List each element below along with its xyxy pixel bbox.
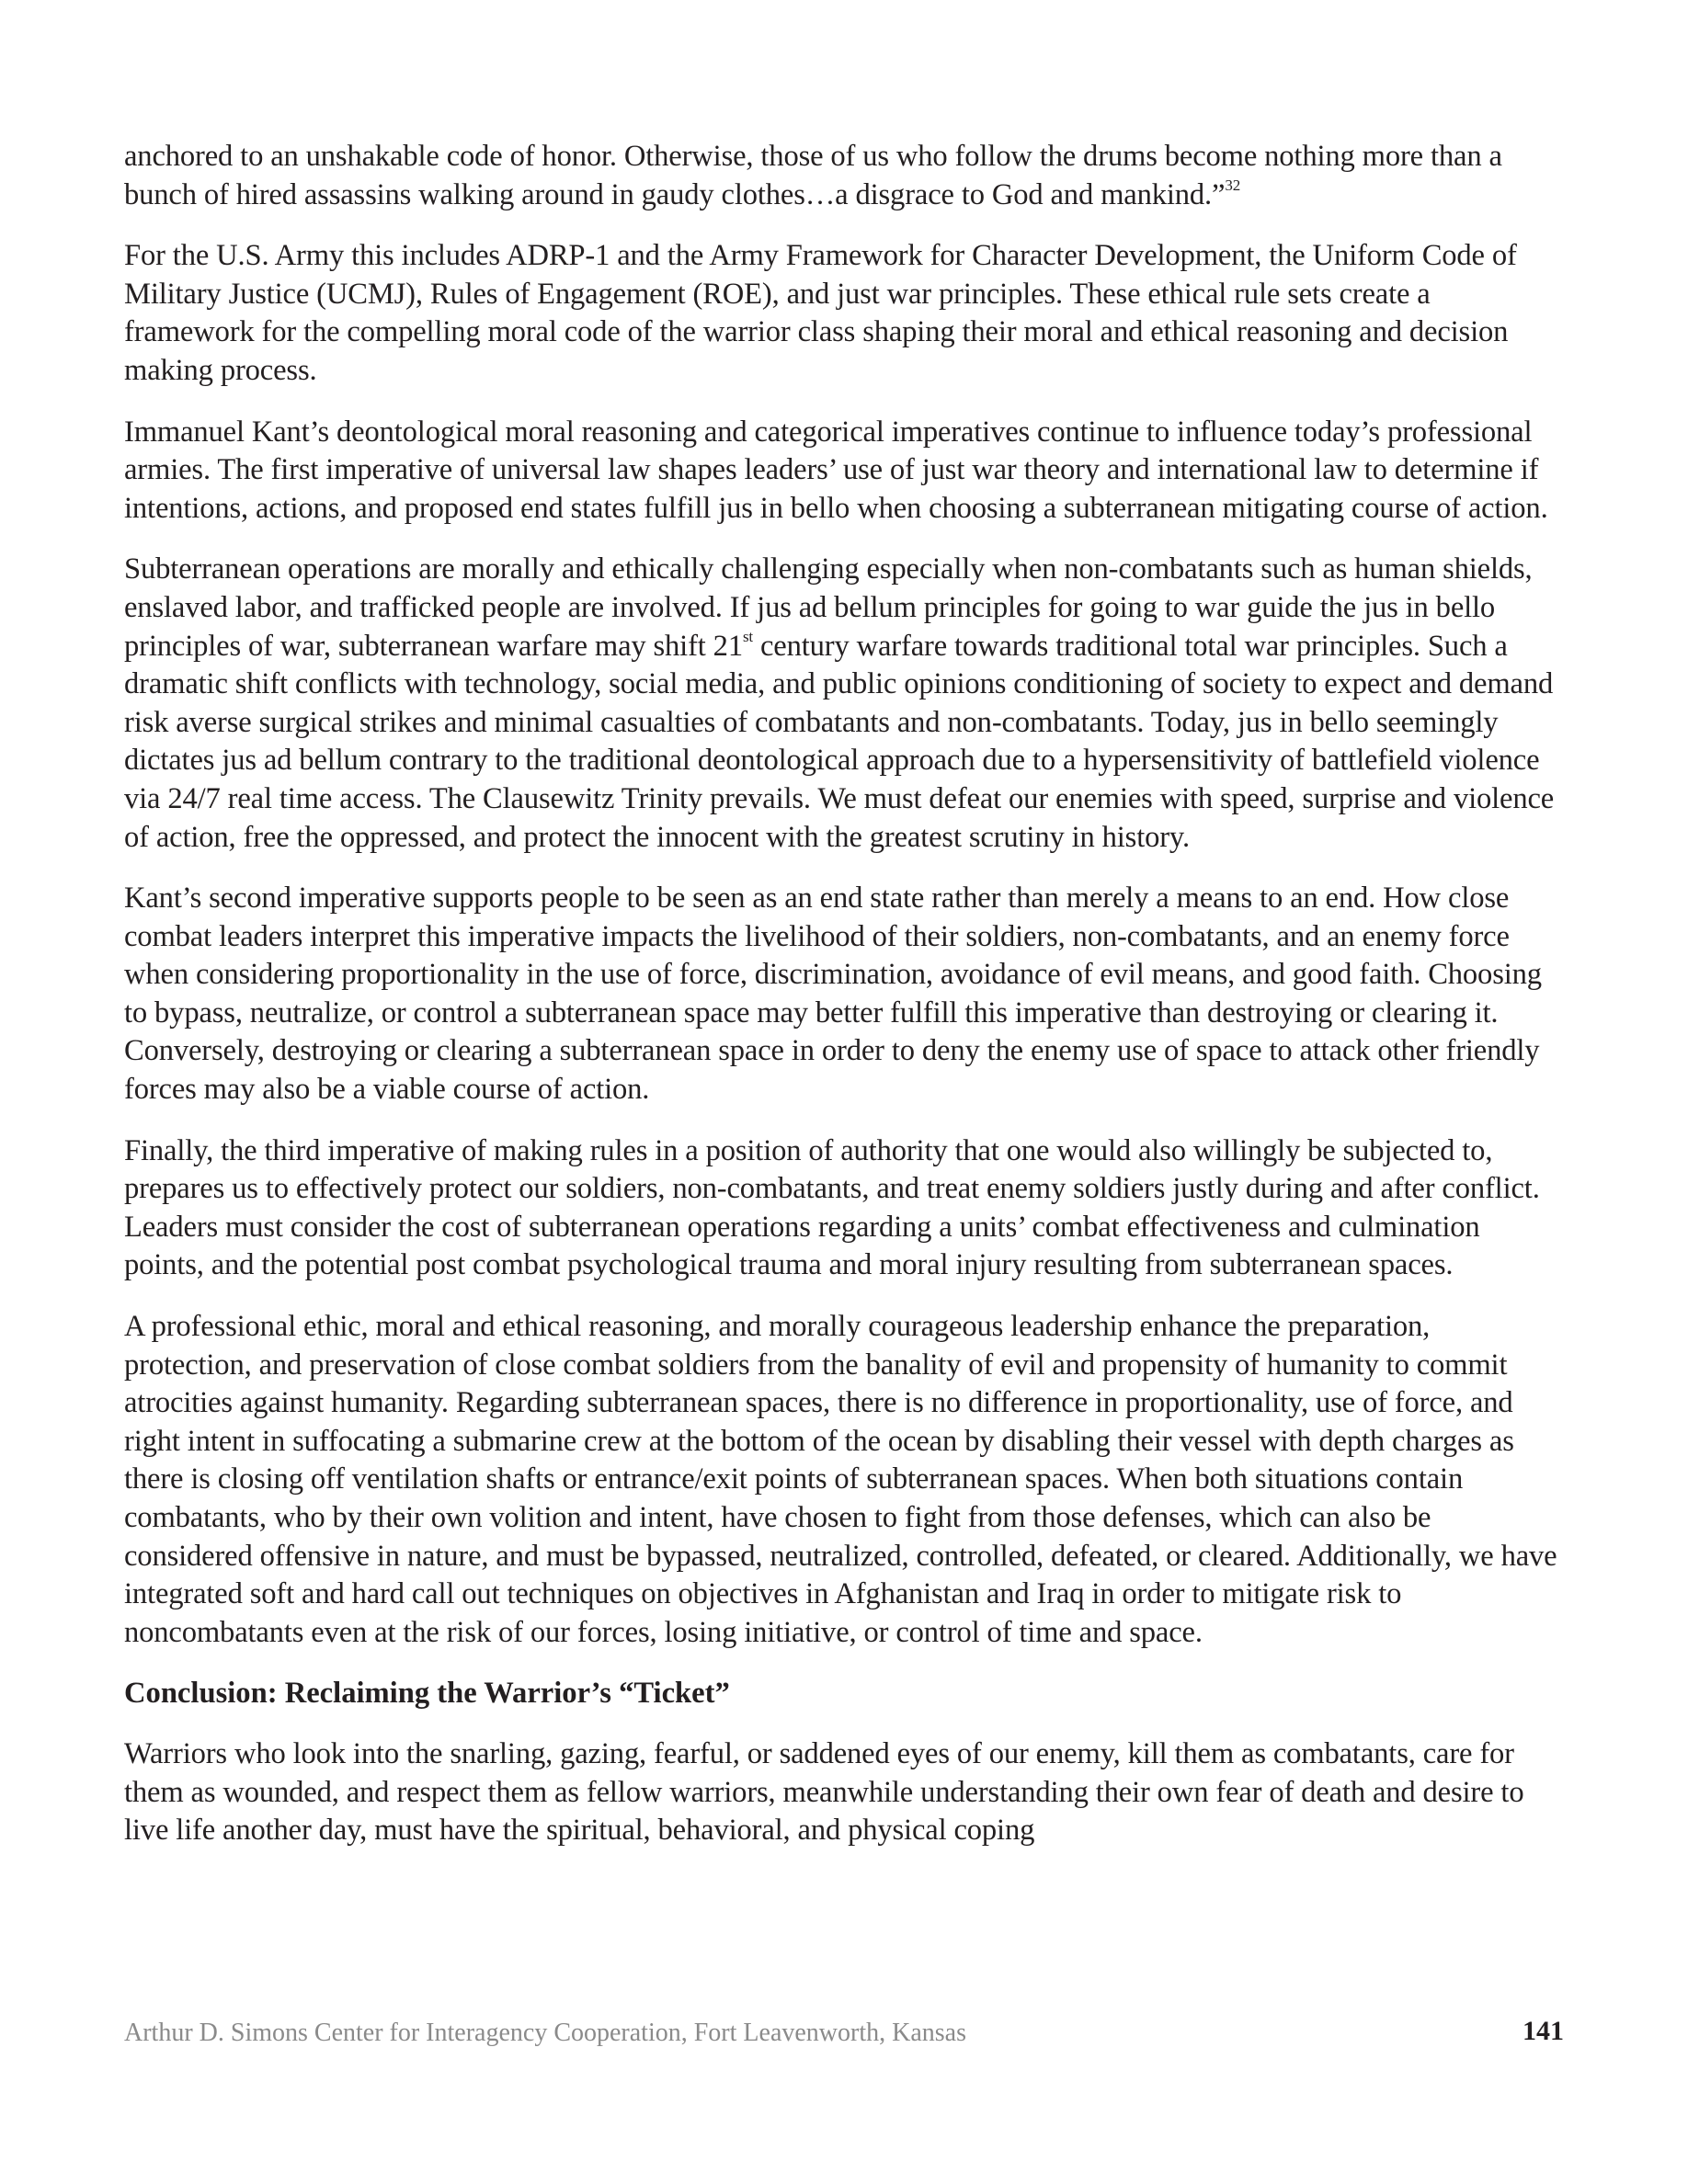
footer-source: Arthur D. Simons Center for Interagency Cooperation, Fort Leavenworth, Kansas xyxy=(124,2019,966,2047)
paragraph-text: Subterranean operations are morally and ethically challenging especially when non-combatants such as human shields, enslaved labor, and trafficked people are involved. If jus ad bellum principles for going to war guide the jus in bello principles of war, subterranean warfare may shift 21 xyxy=(124,552,1533,663)
paragraph: A professional ethic, moral and ethical reasoning, and morally courageous leadership enhance the preparation, protection, and preservation of close combat soldiers from the banality of evil and propensity of humanity to commit atrocities against humanity. Regarding subterranean spaces, there is no difference in proportionality, use of force, and right intent in suffocating a submarine crew at the bottom of the ocean by disabling their vessel with depth charges as there is closing off ventilation shafts or entrance/exit points of subterranean spaces. When both situations contain combatants, who by their own volition and intent, have chosen to fight from those defenses, which can also be considered offensive in nature, and must be bypassed, neutralized, controlled, defeated, or cleared. Additionally, we have integrated soft and hard call out techniques on objectives in Afghanistan and Iraq in order to mitigate risk to noncombatants even at the risk of our forces, losing initiative, or control of time and space. xyxy=(124,1310,1557,1649)
section-heading: Conclusion: Reclaiming the Warrior’s “Ticket” xyxy=(124,1677,730,1711)
footnote-reference[interactable]: 32 xyxy=(1225,176,1241,194)
paragraph-text: anchored to an unshakable code of honor. Otherwise, those of us who follow the drums become nothing more than a bunch of hired assassins walking around in gaudy clothes…a disgrace to God and mankind.” xyxy=(124,140,1502,211)
page-number: 141 xyxy=(1523,2016,1564,2046)
paragraph: Warriors who look into the snarling, gazing, fearful, or saddened eyes of our enemy, kill them as combatants, care for them as wounded, and respect them as fellow warriors, meanwhile understanding their own fear of death and desire to live life another day, must have the spiritual, behavioral, and physical coping xyxy=(124,1736,1524,1848)
ordinal-suffix: st xyxy=(742,627,753,645)
paragraph: For the U.S. Army this includes ADRP-1 and the Army Framework for Character Development, the Uniform Code of Military Justice (UCMJ), Rules of Engagement (ROE), and just war principles. These ethical rule sets create a framework for the compelling moral code of the warrior class shaping their moral and ethical reasoning and decision making process. xyxy=(124,239,1517,387)
paragraph: Immanuel Kant’s deontological moral reasoning and categorical imperatives continue to influence today’s professional armies. The first imperative of universal law shapes leaders’ use of just war theory and international law to determine if intentions, actions, and proposed end states fulfill jus in bello when choosing a subterranean mitigating course of action. xyxy=(124,415,1548,525)
page-body xyxy=(124,138,1564,1873)
paragraph xyxy=(124,138,1564,214)
paragraph-text: century warfare towards traditional total war principles. Such a dramatic shift conflicts with technology, social media, and public opinions conditioning of society to expect and demand risk averse surgical strikes and minimal casualties of combatants and non-combatants. Today, jus in bello seemingly dictates jus ad bellum contrary to the traditional deontological approach due to a hypersensitivity of battlefield violence via 24/7 real time access. The Clausewitz Trinity prevails. We must defeat our enemies with speed, surprise and violence of action, free the oppressed, and protect the innocent with the greatest scrutiny in history. xyxy=(124,629,1555,854)
paragraph xyxy=(124,551,1564,857)
paragraph: Kant’s second imperative supports people to be seen as an end state rather than merely a means to an end. How close combat leaders interpret this imperative impacts the livelihood of their soldiers, non-combatants, and an enemy force when considering proportionality in the use of force, discrimination, avoidance of evil means, and good faith. Choosing to bypass, neutralize, or control a subterranean space may better fulfill this imperative than destroying or clearing it. Conversely, destroying or clearing a subterranean space in order to deny the enemy use of space to attack other friendly forces may also be a viable course of action. xyxy=(124,882,1542,1107)
paragraph: Finally, the third imperative of making rules in a position of authority that one would also willingly be subjected to, prepares us to effectively protect our soldiers, non-combatants, and treat enemy soldiers justly during and after conflict. Leaders must consider the cost of subterranean operations regarding a units’ combat effectiveness and culmination points, and the potential post combat psychological trauma and moral injury resulting from subterranean spaces. xyxy=(124,1133,1540,1282)
